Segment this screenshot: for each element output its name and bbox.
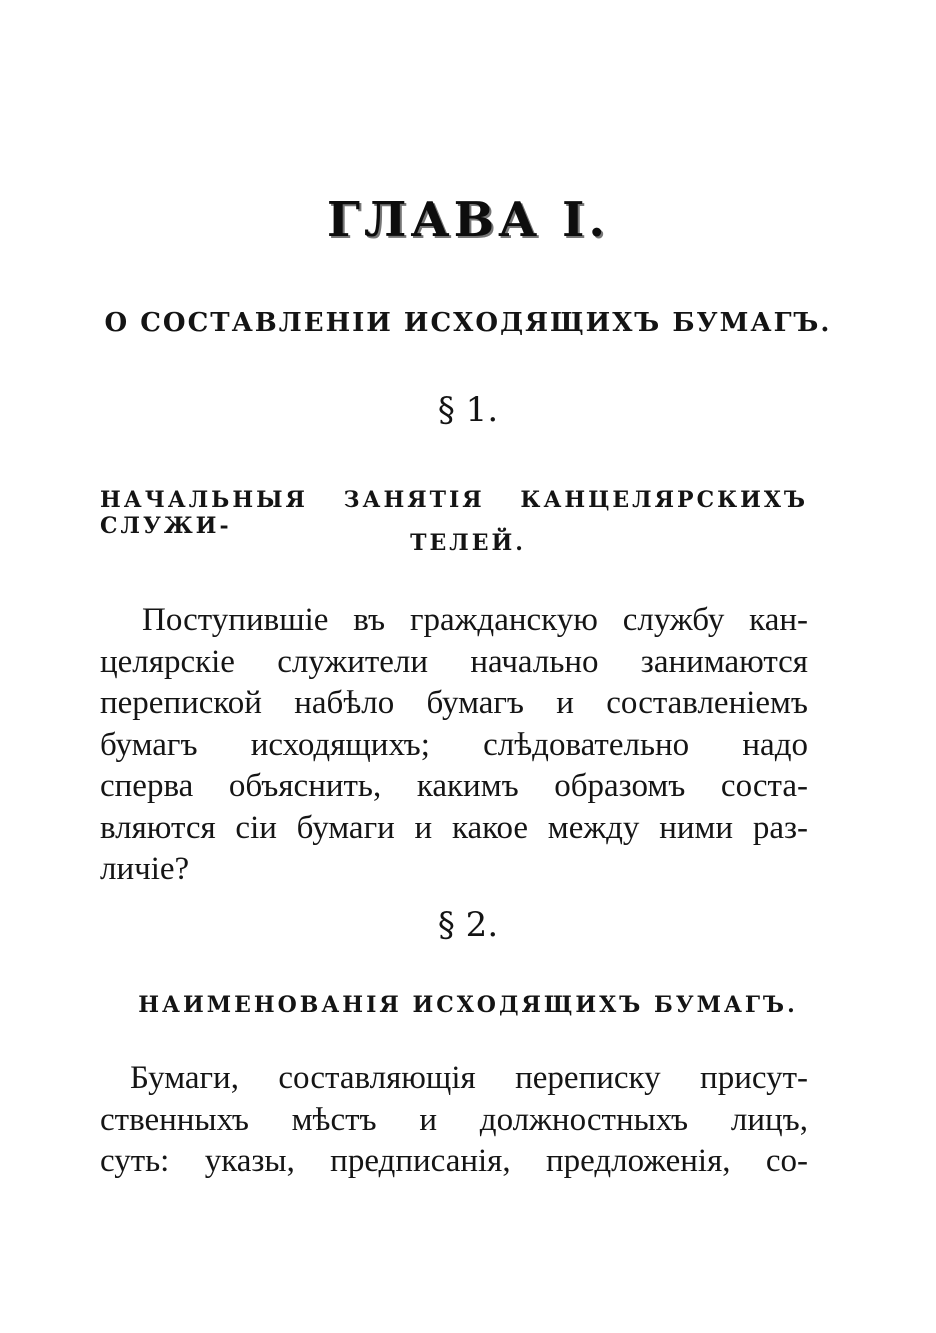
section-2-paragraph — [100, 1058, 808, 1183]
section-1-mark: § 1. — [437, 390, 499, 430]
text-line: ственныхъ мѣстъ и должностныхъ лицъ, — [100, 1101, 808, 1138]
section-2-title: НАИМЕНОВАНІЯ ИСХОДЯЩИХЪ БУМАГЪ. — [138, 992, 798, 1018]
text-line: перепиской набѣло бумагъ и составленіемъ — [100, 685, 808, 721]
section-2-mark: § 2. — [437, 905, 499, 945]
text-line: сперва объяснить, какимъ образомъ соста- — [100, 768, 808, 804]
text-line: Поступившіе въ гражданскую службу кан- — [142, 602, 808, 638]
text-line: суть: указы, предписанія, предложенія, со- — [100, 1143, 808, 1179]
text-line: целярскіе служители начально занимаются — [100, 643, 808, 680]
text-line: личіе? — [100, 851, 190, 887]
section-1-paragraph — [100, 600, 808, 891]
text-line: вляются сіи бумаги и какое между ними раз- — [100, 809, 808, 846]
chapter-heading: О СОСТАВЛЕНІИ ИСХОДЯЩИХЪ БУМАГЪ. — [104, 308, 832, 338]
chapter-title: ГЛАВА I. — [326, 192, 610, 248]
section-1-title-line-1: НАЧАЛЬНЫЯ ЗАНЯТІЯ КАНЦЕЛЯРСКИХЪ СЛУЖИ- — [100, 487, 808, 539]
text-line: Бумаги, составляющія переписку присут- — [130, 1060, 808, 1096]
text-line: бумагъ исходящихъ; слѣдовательно надо — [100, 726, 808, 763]
section-1-title-line-2: ТЕЛЕЙ. — [410, 530, 526, 556]
